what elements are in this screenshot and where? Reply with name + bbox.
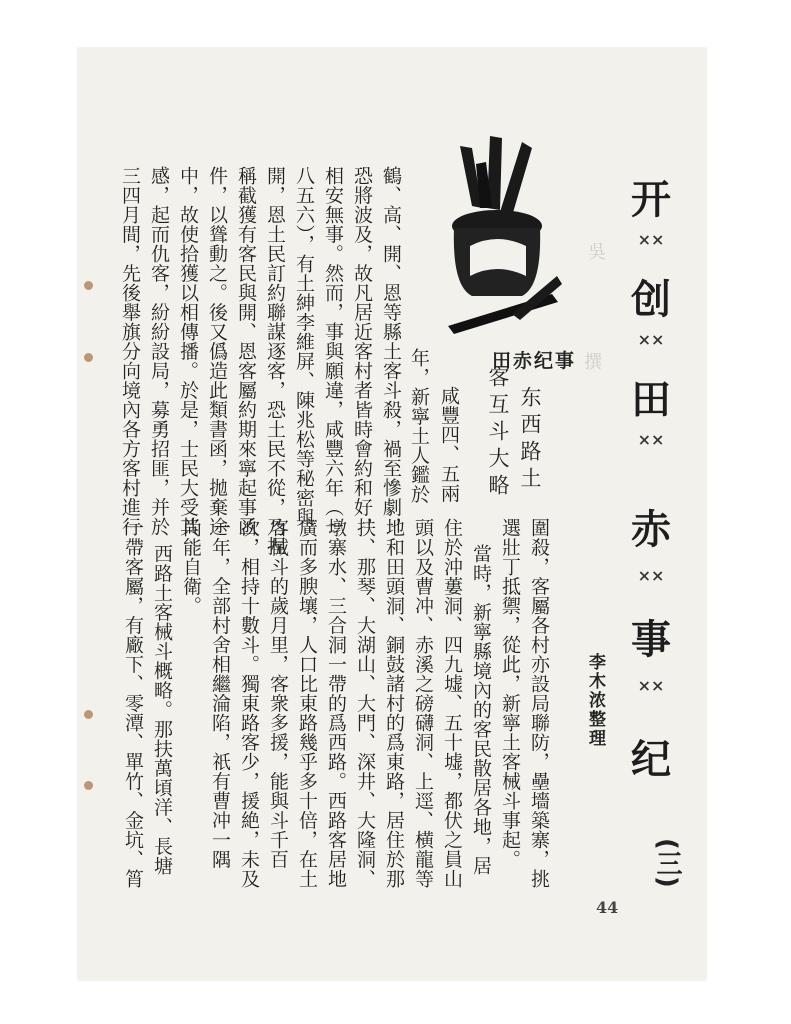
binding-hole (84, 781, 93, 790)
text-column: 廣而多腴壤，人口比東路幾乎多十倍，在土 (296, 518, 318, 889)
text-column: 客械斗的歲月里，客衆多援，能與斗千百 (267, 518, 289, 869)
title-char: 事 (631, 617, 671, 663)
show-through-mark: 吳 (588, 242, 606, 263)
binding-hole (84, 281, 93, 290)
article-title (616, 168, 686, 898)
text-column: 住於沖蔞洞、四九墟、五十墟，都伏之員山 (441, 518, 463, 889)
show-through-mark: 撰 (584, 352, 602, 373)
text-column: 選壯丁抵禦，從此，新寧土客械斗事起。 (499, 518, 521, 869)
text-column: 一年，全部村舍相繼淪陷，祇有曹冲一隅 (209, 518, 231, 869)
text-column: 三四月間，先後舉旗分向境內各方客村進行 (119, 166, 141, 537)
text-column: 西路土客械斗概略。那扶萬頃洋、長塘 (151, 544, 173, 876)
text-column: 八五六），有土紳李維屏、陳兆松等秘密與 (293, 166, 315, 527)
text-column: 稱截獲有客民與開、恩客屬約期來寧起事函 (235, 166, 257, 537)
text-column: 圍殺，客屬各村亦設局聯防，壘墻築寨，挑 (528, 518, 550, 889)
title-separator: ×× (637, 566, 665, 585)
subtitle-line: 东西路土 (518, 386, 542, 494)
text-column: 鶴、高、開、恩等縣土客斗殺，禍至慘劇， (380, 166, 402, 537)
headpiece-title: 田赤纪事 (492, 350, 577, 372)
text-column: 中，故使拾獲以相傳播。於是，士民大受其 (177, 166, 199, 537)
text-column: 扶、那琴、大湖山、大門、深井、大隆洞、 (354, 518, 376, 889)
text-column: 相安無事。然而，事與願違，咸豐六年（一 (322, 166, 344, 537)
binding-hole (84, 710, 93, 719)
subtitle-line: 客互斗大略 (486, 366, 510, 501)
text-column: 件，以聳動之。後又僞造此類書函，拋棄途 (206, 166, 228, 537)
text-column: 一帶客屬，有廠下、零潭、單竹、金坑、筲 (122, 518, 144, 889)
title-separator: ×× (637, 230, 665, 249)
title-char: 开 (631, 177, 671, 223)
brush-pot-illustration (442, 136, 562, 336)
title-char: 纪 (631, 737, 671, 783)
title-separator: ×× (637, 430, 665, 449)
text-column: 頭以及曹冲、赤溪之磅礴洞、上逕、横龍等 (412, 518, 434, 889)
text-column: 當時，新寧縣境內的客民散居各地，居 (470, 544, 492, 876)
text-column: 尚能自衛。 (180, 518, 202, 616)
title-separator: ×× (637, 330, 665, 349)
text-column: 咸豐四、五兩 (438, 386, 460, 503)
title-char: 创 (631, 277, 671, 323)
author: 李木浓整理 (585, 653, 605, 748)
binding-hole (84, 353, 93, 362)
title-char: 田 (631, 377, 671, 423)
text-column: 墩寨水、三合洞一帶的爲西路。西路客居地 (325, 518, 347, 889)
title-part-number: (三) (652, 838, 682, 888)
page-number: 44 (596, 898, 619, 917)
text-column: 年，新寧土人鑑於 (408, 348, 430, 504)
text-column: 感，起而仇客，紛紛設局，募勇招匪，并於 (148, 166, 170, 537)
title-char: 赤 (631, 507, 671, 553)
book-page (78, 48, 706, 980)
text-column: 恐將波及，故凡居近客村者皆時會約和好， (351, 166, 373, 537)
text-column: 次，相持十數斗。獨東路客少，援絶，未及 (238, 518, 260, 889)
text-column: 地和田頭洞、銅鼓諸村的爲東路，居住於那 (383, 518, 405, 889)
title-separator: ×× (637, 676, 665, 695)
text-column: 開，恩土民訂約聯謀逐客，恐土民不從，乃捏 (264, 166, 286, 556)
